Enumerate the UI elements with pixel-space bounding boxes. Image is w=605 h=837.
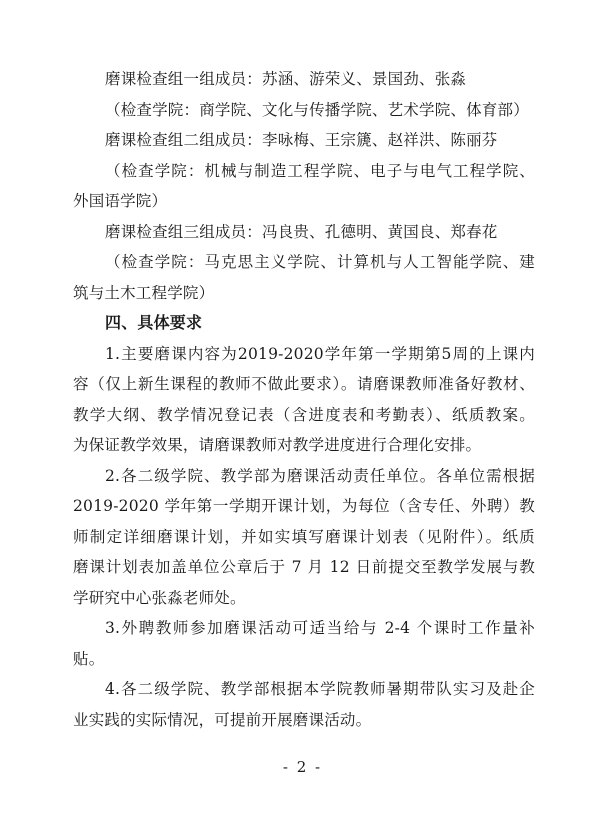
group-two-colleges-line1: （检查学院：机械与制造工程学院、电子与电气工程学院、 [105, 161, 535, 180]
requirement-2-line4: 磨课计划表加盖单位公章后于 7 月 12 日前提交至教学发展与教 [73, 558, 535, 576]
requirement-1-line3: 教学大纲、教学情况登记表（含进度表和考勤表）、纸质教案。 [73, 405, 535, 424]
requirement-4-line1: 4.各二级学院、教学部根据本学院教师暑期带队实习及赴企 [105, 680, 535, 698]
page-number: - 2 - [282, 758, 323, 776]
requirement-2-line5: 学研究中心张淼老师处。 [73, 588, 246, 607]
group-one-colleges: （检查学院：商学院、文化与传播学院、艺术学院、体育部） [105, 100, 529, 119]
group-three-members: 磨课检查组三组成员：冯良贵、孔德明、黄国良、郑春花 [105, 222, 498, 241]
requirement-3-line2: 贴。 [73, 649, 105, 668]
group-one-members: 磨课检查组一组成员：苏涵、游荣义、景国劲、张淼 [105, 70, 467, 88]
group-two-members: 磨课检查组二组成员：李咏梅、王宗篪、赵祥洪、陈丽芬 [105, 131, 498, 149]
requirement-1-line4: 为保证教学效果，请磨课教师对教学进度进行合理化安排。 [73, 436, 482, 454]
requirement-1-line1: 1.主要磨课内容为2019-2020学年第一学期第5周的上课内 [105, 344, 535, 363]
requirement-2-line2: 2019-2020 学年第一学期开课计划，为每位（含专任、外聘）教 [73, 497, 535, 515]
requirement-4-line2: 业实践的实际情况，可提前开展磨课活动。 [73, 710, 372, 729]
requirement-2-line1: 2.各二级学院、教学部为磨课活动责任单位。各单位需根据 [105, 466, 535, 485]
requirement-2-line3: 师制定详细磨课计划，并如实填写磨课计划表（见附件）。纸质 [73, 527, 535, 546]
requirement-3-line1: 3.外聘教师参加磨课活动可适当给与 2-4 个课时工作量补 [105, 619, 535, 637]
requirement-1-line2: 容（仅上新生课程的教师不做此要求）。请磨课教师准备好教材、 [73, 375, 535, 393]
group-three-colleges-line2: 筑与土木工程学院） [73, 283, 215, 302]
group-three-colleges-line1: （检查学院：马克思主义学院、计算机与人工智能学院、建 [105, 253, 535, 271]
section-heading: 四、具体要求 [105, 313, 203, 332]
group-two-colleges-line2: 外国语学院） [73, 192, 168, 210]
